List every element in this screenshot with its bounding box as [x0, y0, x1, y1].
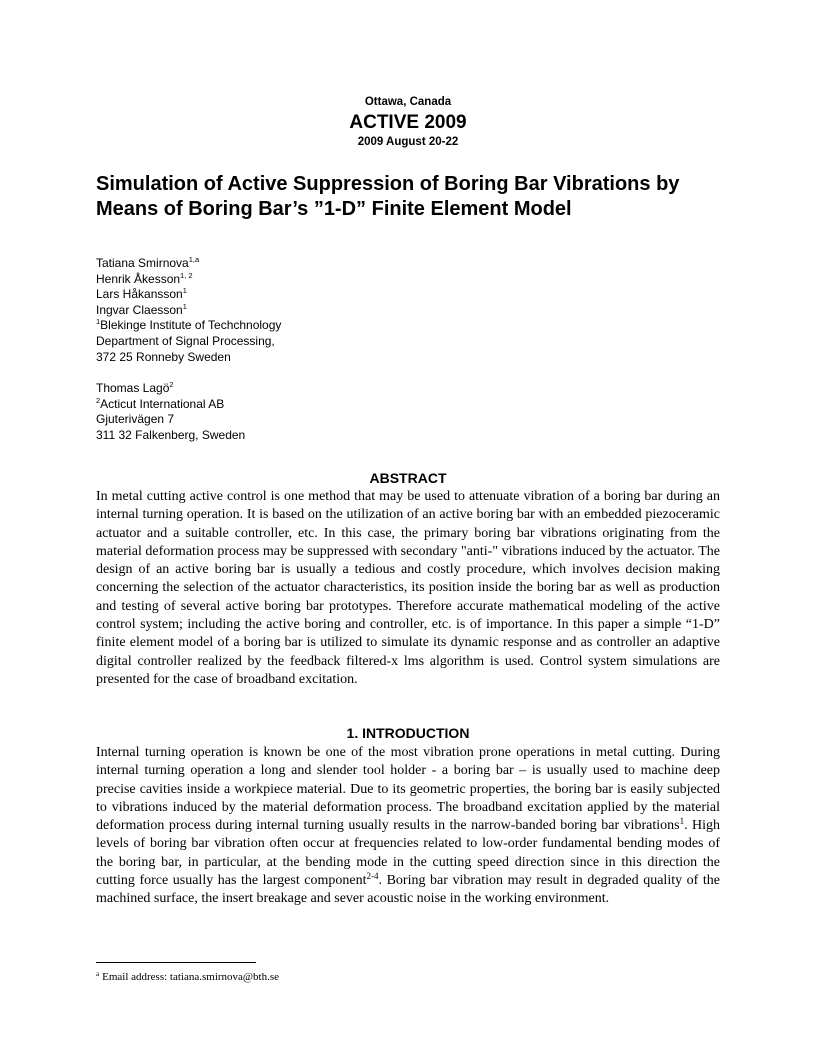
- author-line: [96, 381, 496, 397]
- author-sup: 1: [182, 286, 187, 296]
- affiliation-line: 372 25 Ronneby Sweden: [96, 349, 231, 364]
- author-line: [96, 303, 496, 319]
- affiliation-text: Acticut International AB: [100, 396, 225, 411]
- author-line: [96, 287, 496, 303]
- conference-name: ACTIVE 2009: [349, 112, 467, 133]
- author-sup: 2: [169, 380, 174, 390]
- abstract-text: In metal cutting active control is one method that may be used to attenuate vibration of a boring bar during an internal turning operation. It is based on the utilization of an active boring bar with an embedded piezoceramic actuator and a suitable controller, etc. In this case, the primary boring bar vibrations originating from the material deformation process may be suppressed with secondary "anti-" vibrations induced by the actuator. The design of an active boring bar is usually a tedious and costly procedure, which involves decision making concerning the selection of the actuator characteristics, its position inside the boring bar as well as production and testing of several active boring bar prototypes. Therefore accurate mathematical modeling of the active control system; including the active boring and controller, etc. is of importance. In this paper a simple “1-D” finite element model of a boring bar is utilized to simulate its dynamic response and as controller an adaptive digital controller realized by the feedback filtered-x lms algorithm is used. Control system simulations are presented for the case of broadband excitation.: [96, 489, 720, 687]
- author-name: Tatiana Smirnova: [96, 256, 189, 270]
- author-sup: 1,a: [188, 255, 200, 264]
- author-name: Henrik Åkesson: [96, 271, 181, 286]
- footnote-rule: [96, 962, 256, 963]
- citation: 2-4: [366, 871, 379, 882]
- footnote-marker: a: [96, 970, 100, 978]
- affiliation-sup: 1: [96, 317, 101, 327]
- author-name: Thomas Lagö: [96, 381, 170, 396]
- author-name: Ingvar Claesson: [96, 302, 183, 317]
- author-sup: 1, 2: [180, 270, 193, 280]
- affiliation-sup: 2: [96, 395, 101, 405]
- author-name: Lars Håkansson: [96, 287, 183, 302]
- affiliation-line: [96, 318, 496, 334]
- conference-date: 2009 August 20-22: [357, 136, 459, 148]
- introduction-text-part: Internal turning operation is known be one of the most vibration prone operations in metal cutting. During internal turning operation a long and slender tool holder - a boring bar – is usually used to machine deep precise cavities inside a workpiece material. Due to its geometric properties, the boring bar is easily subjected to vibrations induced by the material deformation process. The broadband excitation applied by the material deformation process during internal turning usually results in the narrow-banded boring bar vibrations: [96, 745, 720, 834]
- introduction-heading: 1. INTRODUCTION: [346, 725, 470, 741]
- author-gap: [96, 365, 496, 381]
- affiliation-line: Gjuterivägen 7: [96, 412, 175, 427]
- abstract-heading: ABSTRACT: [369, 470, 447, 486]
- affiliation-line: 311 32 Falkenberg, Sweden: [96, 427, 246, 442]
- footnote-text: Email address: tatiana.smirnova@bth.se: [102, 971, 280, 983]
- affiliation-line: [96, 397, 496, 413]
- paper-title: Simulation of Active Suppression of Boring Bar Vibrations by Means of Boring Bar’s ”1-D” Finite Element Model: [96, 173, 680, 220]
- introduction-text-part: . High levels of boring bar vibration often occur at frequencies related to low-order fundamental bending modes of the boring bar, in particular, at the bending mode in the cutting speed direction since in this direction the cutting force usually has the largest component: [96, 818, 720, 889]
- introduction-text: [96, 744, 720, 909]
- footnote: [96, 970, 596, 984]
- conference-location: Ottawa, Canada: [364, 96, 452, 108]
- author-line: [96, 256, 496, 272]
- affiliation-line: Department of Signal Processing,: [96, 333, 275, 348]
- citation: 1: [679, 816, 685, 827]
- author-block: [96, 256, 496, 444]
- author-line: [96, 272, 496, 288]
- author-sup: 1: [182, 301, 187, 311]
- introduction-text-part: . Boring bar vibration may result in degraded quality of the machined surface, the insert breakage and sever acoustic noise in the working environment.: [96, 873, 720, 907]
- affiliation-text: Blekinge Institute of Techchnology: [100, 318, 282, 333]
